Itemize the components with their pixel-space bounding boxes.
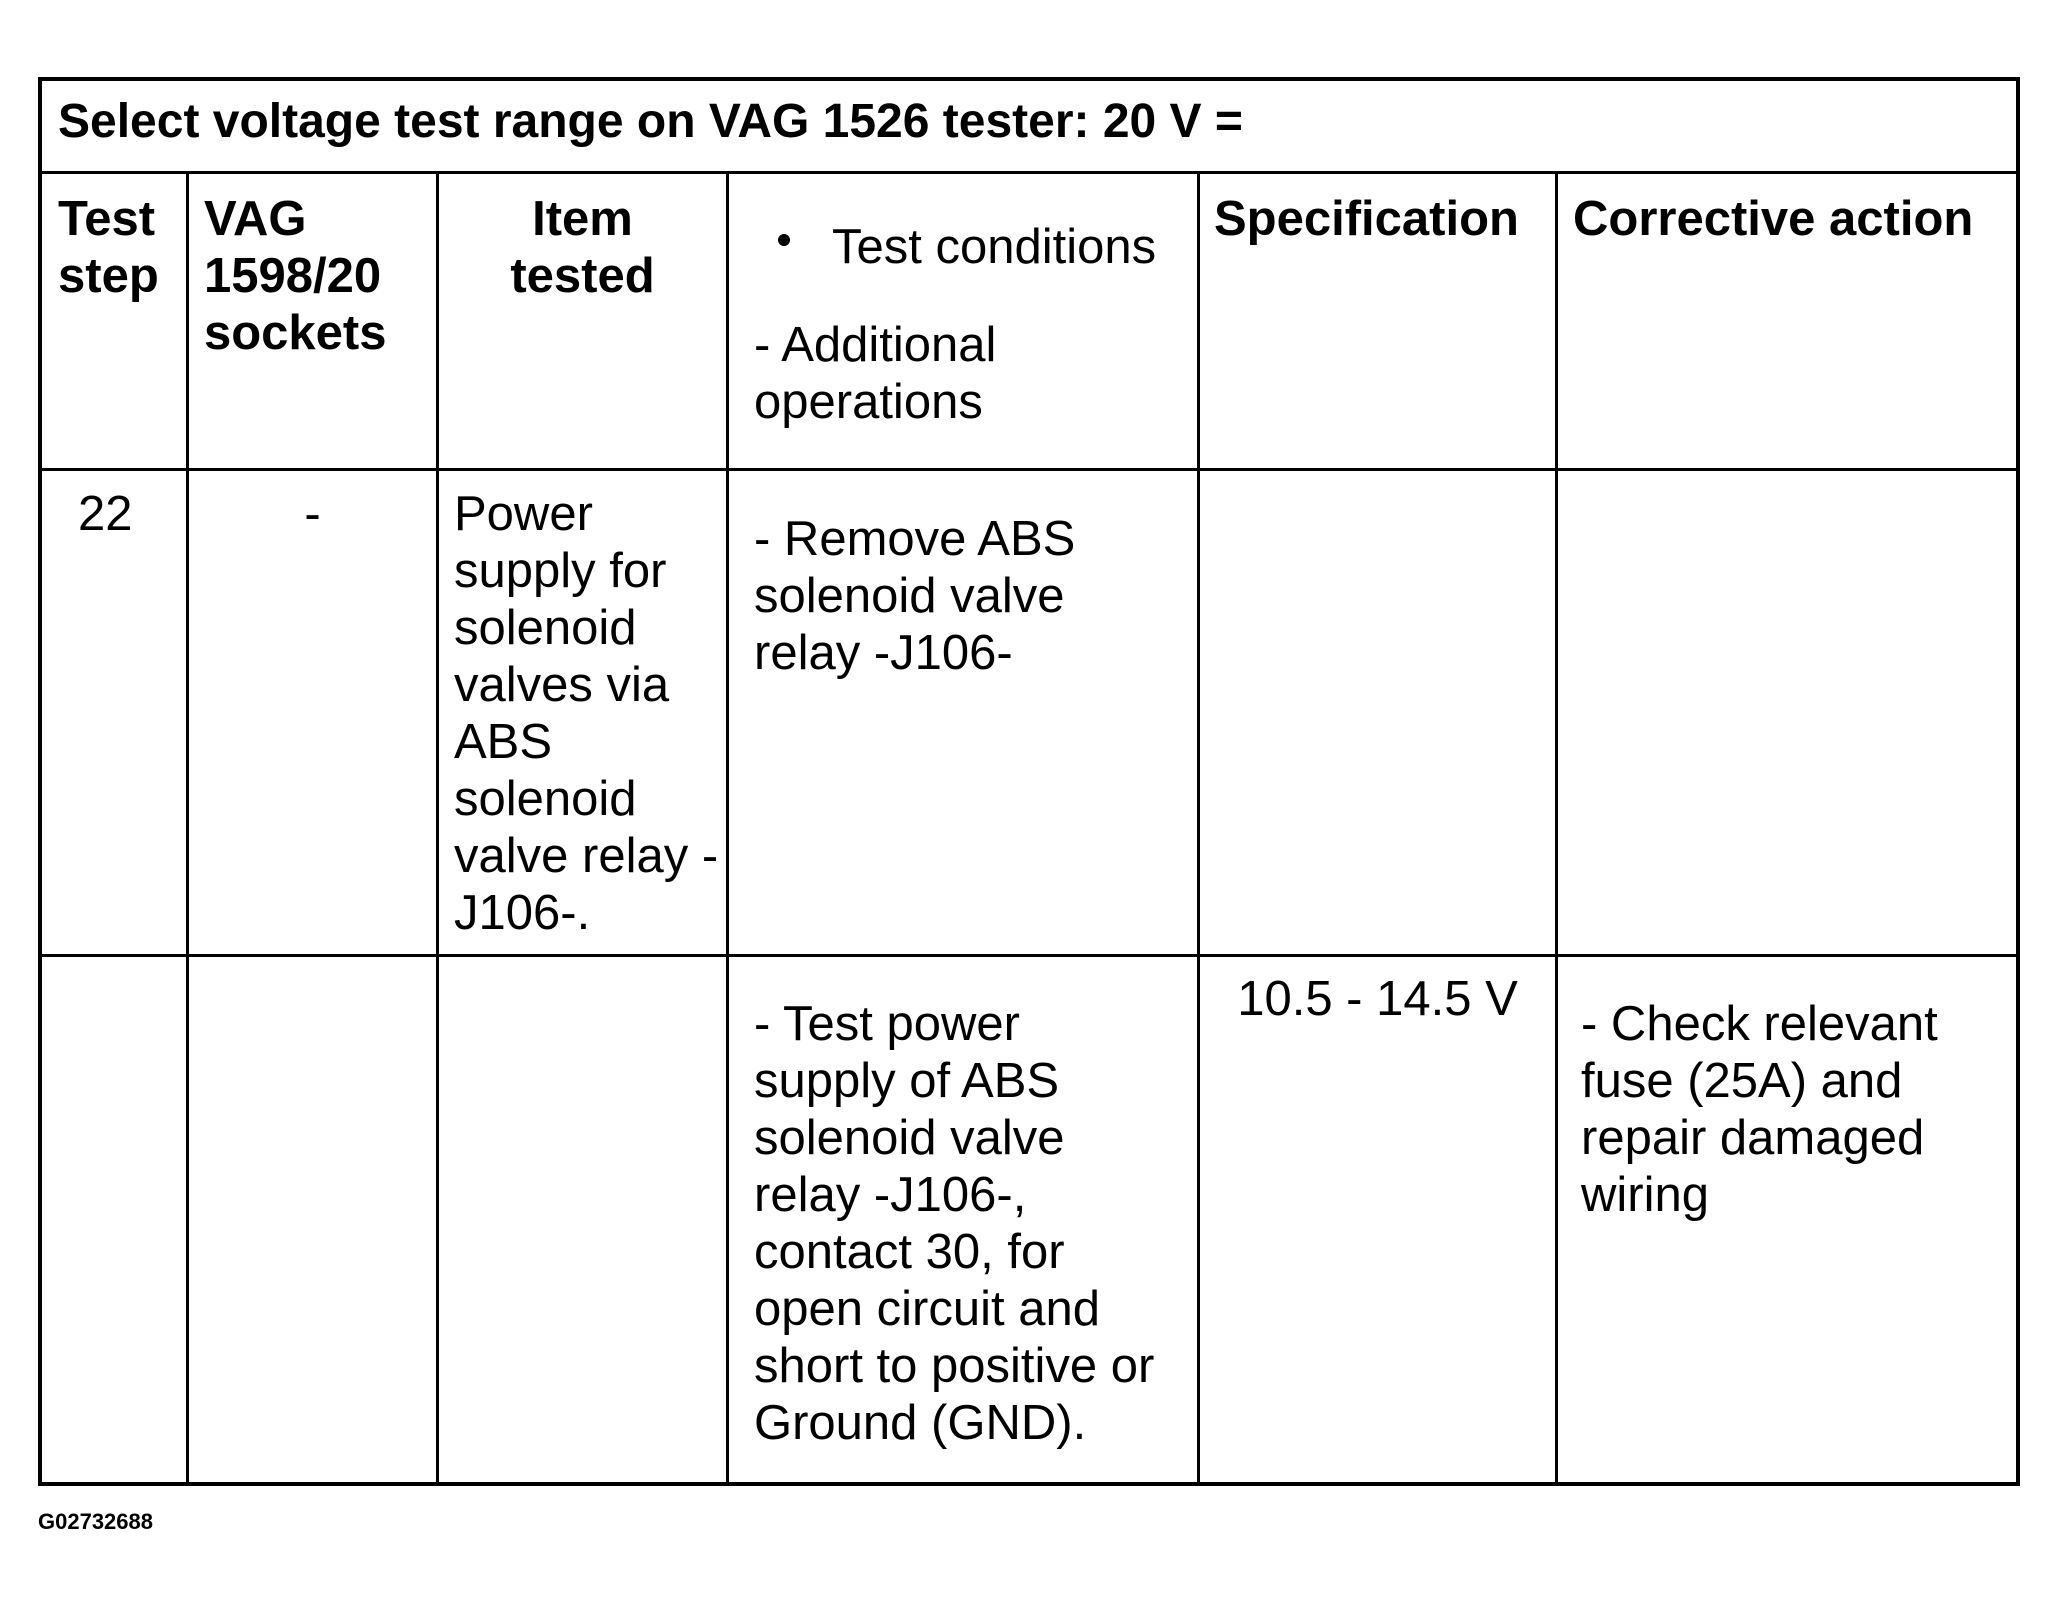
header-divider [42,468,2016,471]
column-divider [186,171,189,1482]
header-additional-operations: - Additional operations [754,318,997,429]
row-1-item-tested: Power supply for solenoid valves via ABS solenoid valve relay - J106-. [454,487,719,940]
header-test-conditions: Test conditions [832,220,1157,274]
table-title: Select voltage test range on VAG 1526 tester: 20 V = [58,95,1243,148]
header-test-step: Test step [58,192,159,303]
column-divider [1555,171,1558,1482]
column-divider [726,171,729,1482]
column-divider [436,171,439,1482]
header-specification: Specification [1214,192,1519,246]
title-divider [42,171,2016,174]
test-table [38,77,2020,1486]
row-divider [42,954,2016,957]
row-2-corrective-action: - Check relevant fuse (25A) and repair damaged wiring [1581,997,1938,1222]
column-divider [1197,171,1200,1482]
header-corrective-action: Corrective action [1573,192,1974,246]
bullet-icon [778,234,790,246]
row-1-sockets: - [304,487,321,541]
header-item-tested: Item tested [510,192,655,303]
header-sockets: VAG 1598/20 sockets [204,192,387,360]
row-2-specification: 10.5 - 14.5 V [1237,972,1518,1026]
figure-id: G02732688 [38,1509,153,1534]
row-1-test-step: 22 [78,487,133,541]
row-2-conditions: - Test power supply of ABS solenoid valve relay -J106-, contact 30, for open circuit and short to positive or Ground (GND). [754,997,1155,1450]
row-1-conditions: - Remove ABS solenoid valve relay -J106- [754,512,1076,680]
